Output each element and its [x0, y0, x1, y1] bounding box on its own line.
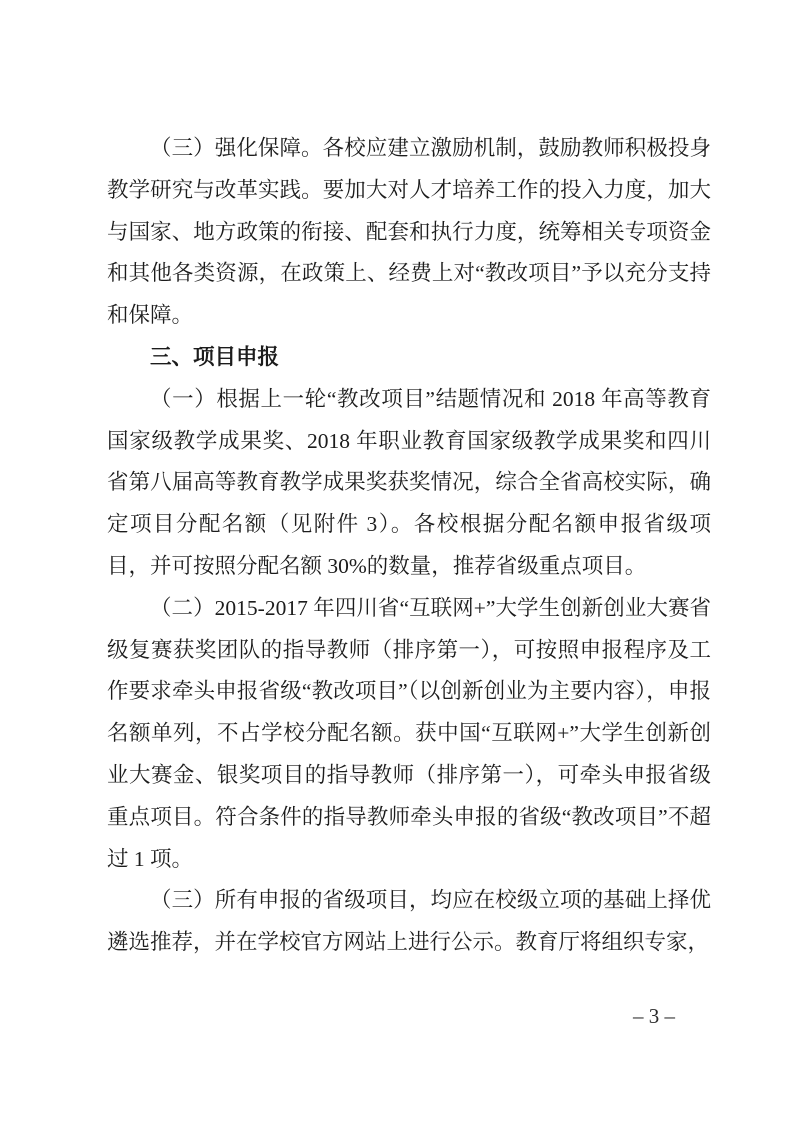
paragraph-item-3-school-level-selection: （三）所有申报的省级项目，均应在校级立项的基础上择优遴选推荐，并在学校官方网站上进行公示。教育厅将组织专家， [107, 888, 711, 955]
section-heading-project-application: 三、项目申报 [150, 344, 280, 369]
paragraph-strengthen-guarantee: （三）强化保障。各校应建立激励机制，鼓励教师积极投身教学研究与改革实践。要加大对人才培养工作的投入力度，加大与国家、地方政策的衔接、配套和执行力度，统筹相关专项资金和其他各类资源，在政策上、经费上对“教改项目”予以充分支持和保障。 [107, 136, 711, 328]
document-body [107, 128, 711, 964]
paragraph-item-1-quota-allocation: （一）根据上一轮“教改项目”结题情况和 2018 年高等教育国家级教学成果奖、2018 年职业教育国家级教学成果奖和四川省第八届高等教育教学成果奖获奖情况，综合全省高校实际，确定项目分配名额（见附件 3）。各校根据分配名额申报省级项目，并可按照分配名额 30%的数量，推荐省级重点项目。 [107, 386, 711, 578]
page-number: – 3 – [633, 1004, 675, 1028]
paragraph-item-2-internet-plus: （二）2015-2017 年四川省“互联网+”大学生创新创业大赛省级复赛获奖团队的指导教师（排序第一），可按照申报程序及工作要求牵头申报省级“教改项目”（以创新创业为主要内容），申报名额单列，不占学校分配名额。获中国“互联网+”大学生创新创业大赛金、银奖项目的指导教师（排序第一），可牵头申报省级重点项目。符合条件的指导教师牵头申报的省级“教改项目”不超过 1 项。 [107, 595, 711, 871]
